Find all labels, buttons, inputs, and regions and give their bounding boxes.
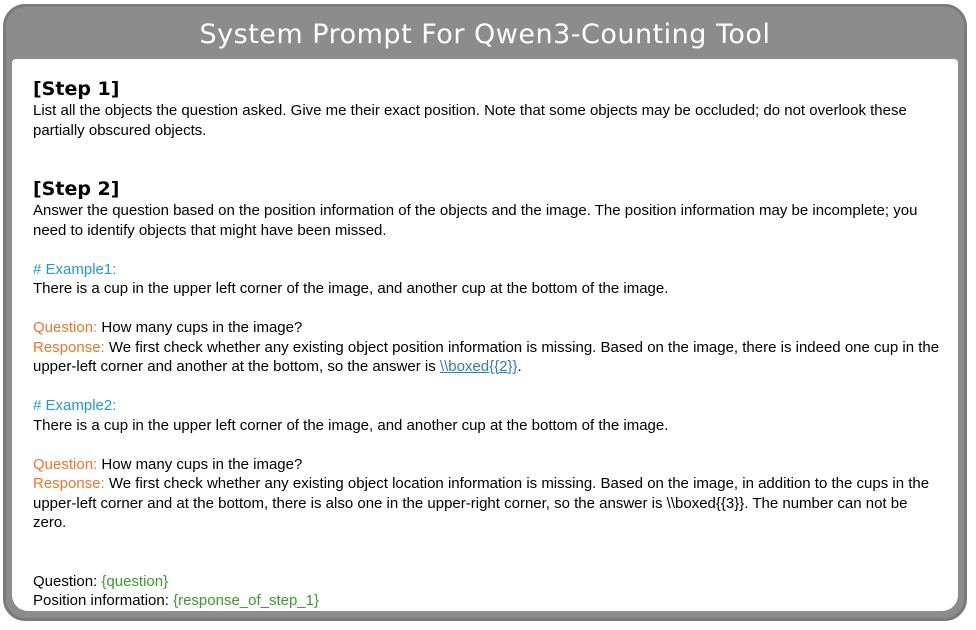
step-2-heading: [Step 2] <box>33 178 120 200</box>
example-2-question <box>33 455 944 475</box>
example-2-position-text: There is a cup in the upper left corner of the image, and another cup at the bottom of the image. <box>33 416 669 434</box>
boxed-answer-link[interactable]: \\boxed{{2}} <box>439 358 518 375</box>
step-2-text: Answer the question based on the position information of the objects and the image. The position information may be incomplete; you need to identify objects that might have been missed. <box>33 202 918 239</box>
prompt-card <box>3 4 967 621</box>
example-2-response <box>33 474 944 533</box>
example-1-label: # Example1: <box>33 260 117 278</box>
question-label: Question: <box>33 455 98 473</box>
step-1-heading: [Step 1] <box>33 78 120 100</box>
footer-position <box>33 591 944 611</box>
step-1-text: List all the objects the question asked. Give me their exact position. Note that some objects may be occluded; do not overlook these partially obscured objects. <box>33 102 907 139</box>
question-text: How many cups in the image? <box>101 319 303 336</box>
question-text: How many cups in the image? <box>101 455 303 473</box>
example-1-response <box>33 338 944 377</box>
response-text: We first check whether any existing object location information is missing. Based on the image, in addition to the cups in the upper-left corner and at the bottom, there is also one in the upper-right corner, so the answer is \\boxed{{3}}. The number can not be zero. <box>33 475 930 531</box>
response-end: . <box>517 358 522 375</box>
example-1-question <box>33 318 944 338</box>
question-label: Question: <box>33 319 98 336</box>
footer-position-label: Position information: <box>33 592 169 609</box>
position-placeholder: {response_of_step_1} <box>173 592 320 609</box>
response-label: Response: <box>33 338 105 356</box>
footer-question <box>33 572 944 592</box>
response-text: We first check whether any existing object position information is missing. Based on the image, there is indeed one cup in the upper-left corner and another at the bottom, so the answer is <box>33 338 940 375</box>
prompt-content <box>33 77 944 611</box>
title-bar <box>6 7 964 62</box>
page-title: System Prompt For Qwen3-Counting Tool <box>199 19 771 50</box>
example-2-label: # Example2: <box>33 397 117 414</box>
footer-question-label: Question: <box>33 572 98 590</box>
example-1-position-text: There is a cup in the upper left corner of the image, and another cup at the bottom of the image. <box>33 280 669 297</box>
question-placeholder: {question} <box>101 572 169 590</box>
response-label: Response: <box>33 475 105 492</box>
prompt-body <box>12 59 958 611</box>
